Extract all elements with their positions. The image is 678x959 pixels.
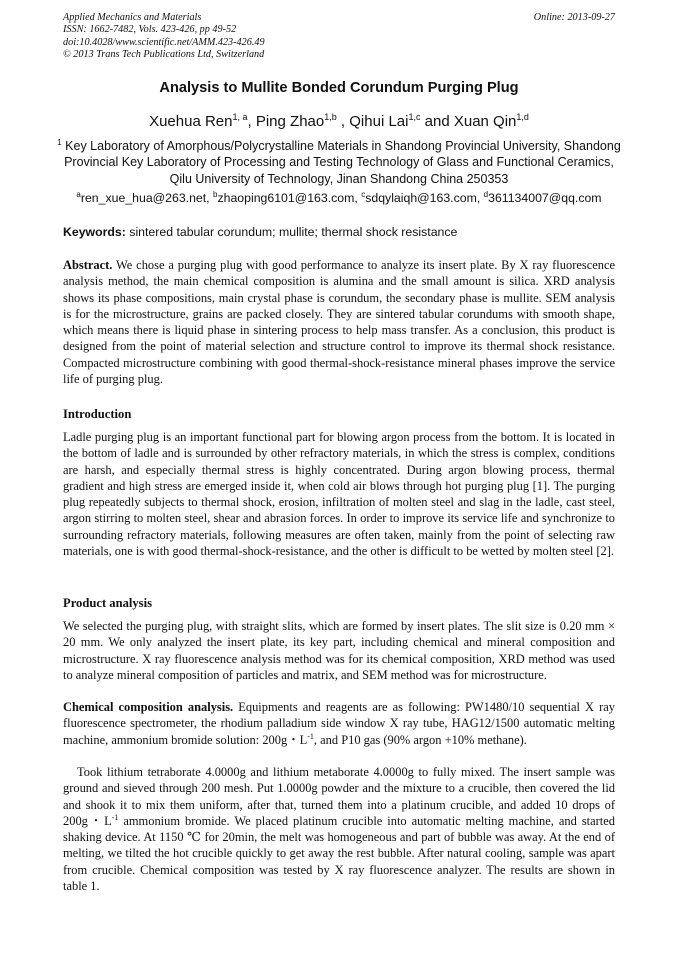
chemical-text-a: Equipments and reagents are as following: PW1480/10 sequential X ray fluorescence spectrometer, the rhodium palladium side window X ray tube, HAG12/1500 automatic melting machine, ammonium bromide solution: 200g・L [63, 700, 615, 747]
doi-line: doi:10.4028/www.scientific.net/AMM.423-426.49 [63, 36, 265, 48]
author-separator: , [247, 113, 256, 130]
email-address: sdqylaiqh@163.com, [365, 191, 484, 205]
author-name: Qihui Lai [349, 113, 409, 130]
email-marker: c [361, 190, 366, 199]
introduction-text: Ladle purging plug is an important functional part for blowing argon process from the bottom. It is located in the bottom of ladle and is surrounded by other refractory materials, in which the stress is complex, conditions are harsh, and especially thermal stress is highly concentrated. During argon blowing process, thermal gradient and high stress are emerged inside it, when cold air blows through hot purging plug [1]. The purging plug repeatedly subjects to thermal shock, erosion, infiltration of molten steel and slag in the ladle, cast steel, argon stirring to molten steel, shear and abrasion forces. In order to improve its service life and synchronize to surrounding refractory materials, following measures are often taken, mainly from the point of selecting raw materials, one is with good thermal-shock-resistance, and the other is difficult to be wetted by molten steel [2]. [63, 430, 615, 559]
author-name: Xuehua Ren [149, 113, 233, 130]
keywords-label: Keywords: [63, 225, 126, 239]
keywords [63, 225, 615, 239]
paper-title: Analysis to Mullite Bonded Corundum Purging Plug [159, 80, 519, 96]
author-separator: , [336, 113, 350, 130]
product-analysis-heading: Product analysis [63, 596, 152, 610]
product-analysis-text: We selected the purging plug, with straight slits, which are formed by insert plates. The slit size is 0.20 mm × 20 mm. We only analyzed the insert plate, its key part, including chemical and mineral composition and microstructure. X ray fluorescence analysis method was for its chemical composition, XRD method was used to analyze mineral composition of particles and matrix, and SEM method was for microstructure. [63, 619, 615, 682]
journal-name: Applied Mechanics and Materials [63, 12, 202, 23]
author-name: Ping Zhao [255, 113, 325, 130]
email-marker: b [213, 190, 218, 199]
email-marker: d [483, 190, 489, 199]
author-affiliation-marker: 1,b [324, 112, 337, 122]
author-list [0, 112, 678, 130]
online-date: Online: 2013-09-27 [533, 12, 615, 23]
chemical-composition-label: Chemical composition analysis. [63, 700, 234, 714]
author-affiliation-marker: 1, a [232, 112, 248, 122]
copyright-line: © 2013 Trans Tech Publications Ltd, Switzerland [63, 48, 265, 60]
email-address: zhaoping6101@163.com, [217, 191, 362, 205]
chemical-text-b: , and P10 gas (90% argon +10% methane). [313, 732, 527, 747]
author-name: Xuan Qin [453, 113, 517, 130]
affiliation [55, 135, 623, 187]
abstract-label: Abstract. [63, 258, 113, 272]
affiliation-text: Key Laboratory of Amorphous/Polycrystalline Materials in Shandong Provincial University, Shandong Provincial Key Laboratory of Processing and Testing Technology of Glass and Functional Ceramics, Qilu University of Technology, Jinan Shandong China 250353 [64, 139, 621, 186]
unit-exponent: -1 [111, 812, 119, 822]
email-address: 361134007@qq.com [488, 191, 602, 205]
procedure-paragraph [63, 764, 615, 894]
email-address: ren_xue_hua@263.net, [80, 191, 214, 205]
unit-exponent: -1 [307, 731, 314, 741]
issn-line: ISSN: 1662-7482, Vols. 423-426, pp 49-52 [63, 24, 237, 36]
affiliation-marker: 1 [57, 138, 62, 147]
procedure-text-a: Took lithium tetraborate 4.0000g and lithium metaborate 4.0000g to fully mixed. The insert sample was ground and sieved through 200 mesh. Put 1.0000g powder and the mixture to a crucible, then covered the lid and shook it to mix them uniform, after that, turned them into a platinum crucible, and added 10 drops of 200g・L [63, 765, 615, 828]
chemical-composition-paragraph [63, 699, 615, 748]
procedure-text-b: ammonium bromide. We placed platinum crucible into automatic melting machine, and started shaking device. At 1150 ℃ for 20min, the melt was homogeneous and part of bubble was away. At the end of melting, we tilted the hot crucible quickly to get away the rest bubble. After natural cooling, sample was apart from crucible. Chemical composition was tested by X ray fluorescence analyzer. The results are shown in table 1. [63, 813, 615, 894]
author-separator: and [420, 113, 454, 130]
abstract-text: We chose a purging plug with good performance to analyze its insert plate. By X ray fluorescence analysis method, the main chemical composition is alumina and the small amount is silica. XRD analysis shows its phase compositions, main crystal phase is corundum, the secondary phase is mullite. SEM analysis is for the microstructure, grains are packed closely. They are sintered tabular corundums with smooth shape, which means there is liquid phase in sintering process to help mass transfer. As a conclusion, this product is designed from the point of material selection and structure control to improve its thermal shock resistance. Compacted microstructure combining with good thermal-shock-resistance mineral phases improve the service life of purging plug. [63, 258, 615, 387]
email-list [0, 190, 678, 205]
email-marker: a [76, 190, 81, 199]
author-affiliation-marker: 1,d [516, 112, 529, 122]
author-affiliation-marker: 1,c [408, 112, 421, 122]
introduction-heading: Introduction [63, 407, 132, 421]
journal-header [63, 12, 265, 61]
keywords-text: sintered tabular corundum; mullite; thermal shock resistance [125, 225, 458, 239]
abstract [63, 257, 615, 387]
